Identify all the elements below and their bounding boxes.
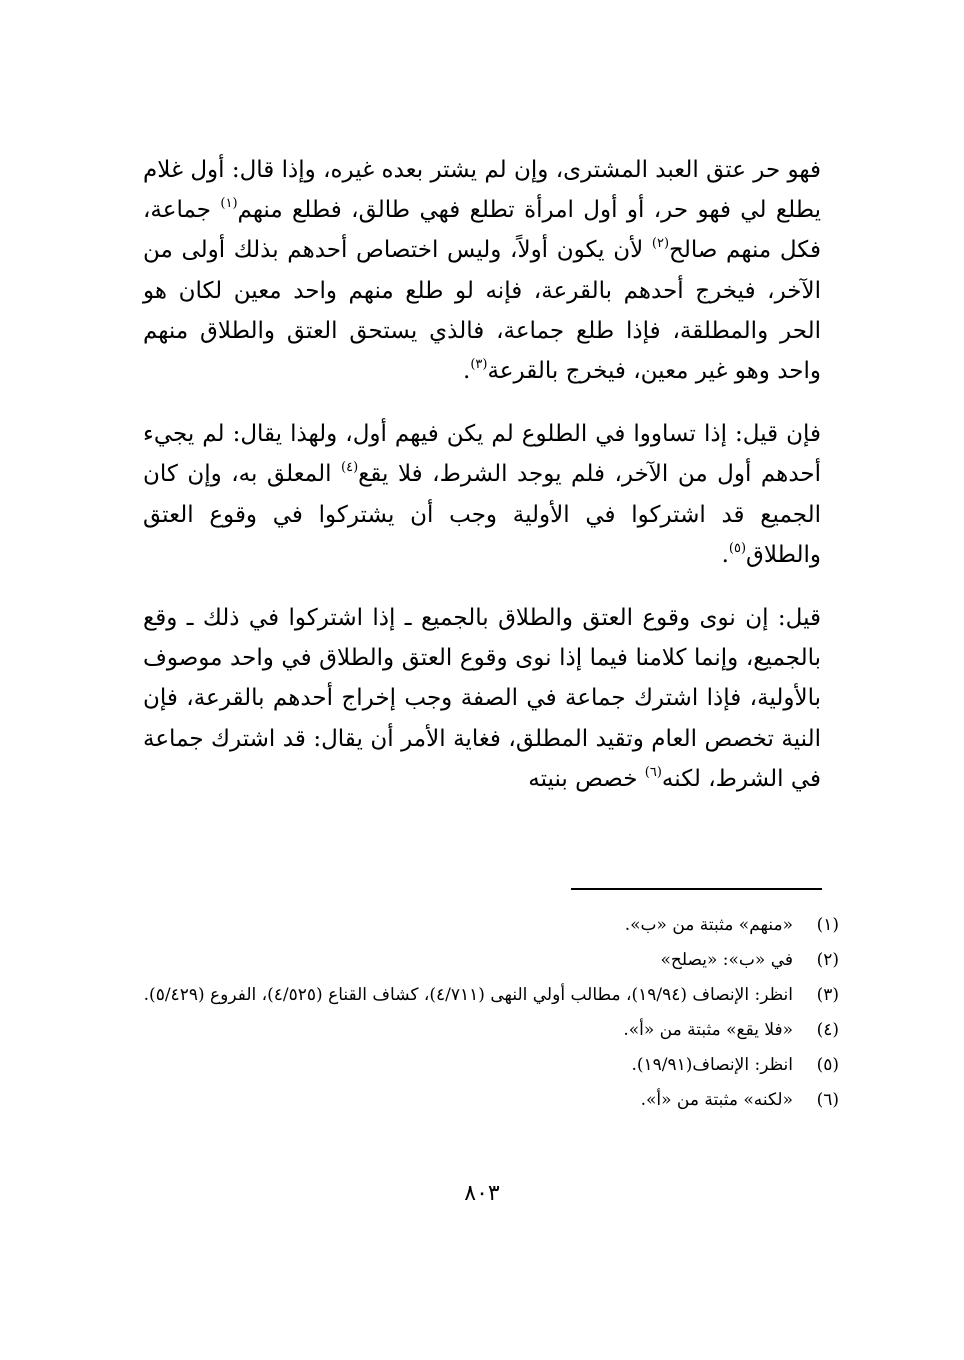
footnote-number: (٤) bbox=[816, 1020, 839, 1040]
footnote-text: انظر: الإنصاف(١٩/٩١). bbox=[631, 1055, 793, 1075]
footnote-5 bbox=[143, 1048, 839, 1083]
footnote-separator bbox=[571, 888, 822, 890]
text-run: فإن قيل: إذا تساووا في الطلوع لم يكن فيهم أول، ولهذا يقال: لم يجيء أحدهم أول من الآخر، فلم يوجد الشرط، فلا يقع bbox=[143, 421, 821, 488]
footnote-3 bbox=[143, 978, 839, 1013]
footnote-ref-2: (٢) bbox=[651, 236, 670, 252]
footnote-number: (١) bbox=[816, 915, 839, 935]
footnote-number: (٥) bbox=[816, 1055, 839, 1075]
footnote-6 bbox=[143, 1083, 839, 1118]
footnote-text: «منهم» مثبتة من «ب». bbox=[624, 915, 793, 935]
text-run: المعلق به، وإن كان الجميع قد اشتركوا في الأولية وجب أن يشتركوا في وقوع العتق والطلاق bbox=[143, 461, 821, 568]
footnote-ref-1: (١) bbox=[220, 196, 238, 212]
footnote-number: (٦) bbox=[816, 1090, 839, 1110]
main-text bbox=[143, 150, 821, 799]
text-run: قيل: إن نوى وقوع العتق والطلاق بالجميع ـ إذا اشتركوا في ذلك ـ وقع بالجميع، وإنما كلامنا فيما إذا نوى وقوع العتق والطلاق في واحد موصوف بالأولية، فإذا اشترك جماعة في الصفة وجب إخراج أحدهم بالقرعة، فإن النية تخصص العام وتقيد المطلق، فغاية الأمر أن يقال: قد اشترك جماعة في الشرط، لكنه bbox=[143, 605, 821, 792]
text-run: . bbox=[721, 541, 729, 568]
footnote-ref-3: (٣) bbox=[470, 357, 488, 373]
paragraph-2 bbox=[143, 414, 821, 575]
text-run: . bbox=[463, 358, 471, 385]
footnote-ref-5: (٥) bbox=[728, 540, 747, 556]
footnote-text: انظر: الإنصاف (١٩/٩٤)، مطالب أولي النهى (٤/٧١١)، كشاف القناع (٤/٥٢٥)، الفروع (٥/٤٢٩). bbox=[143, 985, 793, 1005]
text-run: فهو حر عتق العبد المشترى، وإن لم يشتر بعده غيره، وإذا قال: أول غلام يطلع لي فهو حر، أو أول امرأة تطلع فهي طالق، فطلع منهم bbox=[143, 157, 821, 224]
footnote-number: (٣) bbox=[816, 985, 839, 1005]
footnotes bbox=[143, 908, 839, 1118]
footnote-2 bbox=[143, 943, 839, 978]
text-run: لأن يكون أولاً، وليس اختصاص أحدهم بذلك أولى من الآخر، فيخرج أحدهم بالقرعة، فإنه لو طلع منهم واحد معين لكان هو الحر والمطلقة، فإذا طلع جماعة، فالذي يستحق العتق والطلاق منهم واحد وهو غير معين، فيخرج بالقرعة bbox=[143, 237, 821, 385]
footnote-ref-6: (٦) bbox=[644, 764, 662, 780]
text-run: جماعة، فكل منهم صالح bbox=[143, 197, 821, 264]
paragraph-3 bbox=[143, 598, 821, 799]
footnote-ref-4: (٤) bbox=[341, 460, 359, 476]
footnote-text: في «ب»: «يصلح» bbox=[660, 950, 793, 970]
text-run: خصص بنيته bbox=[528, 765, 645, 792]
paragraph-1 bbox=[143, 150, 821, 391]
page-number: ٨٠٣ bbox=[464, 1181, 500, 1206]
footnote-text: «فلا يقع» مثبتة من «أ». bbox=[623, 1020, 793, 1040]
footnote-number: (٢) bbox=[816, 950, 839, 970]
footnote-4 bbox=[143, 1013, 839, 1048]
footnote-text: «لكنه» مثبتة من «أ». bbox=[640, 1090, 793, 1110]
footnote-1 bbox=[143, 908, 839, 943]
